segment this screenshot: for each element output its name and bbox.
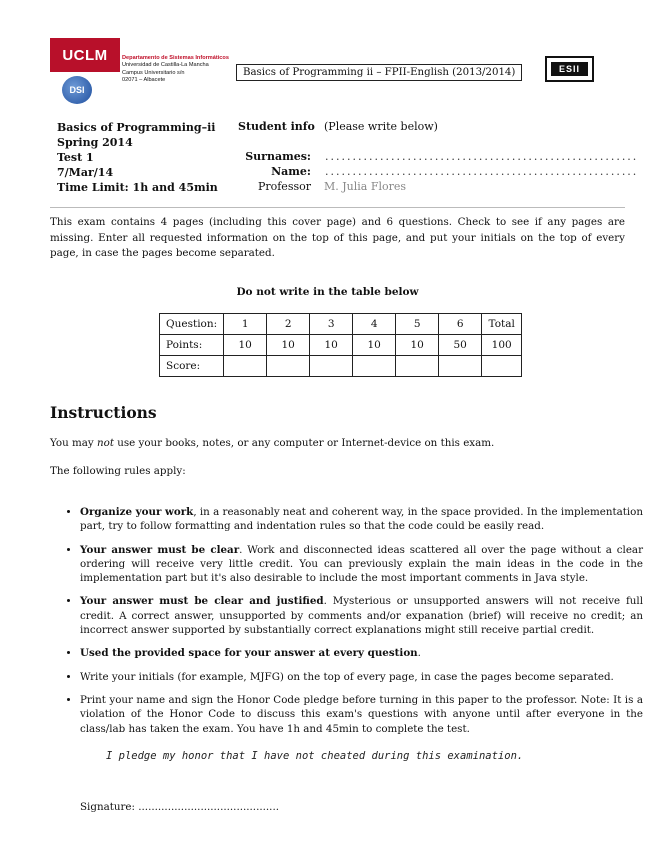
list-item [80, 505, 643, 534]
rule-text: . Mysterious or unsupported answers will not receive full credit. A correct answer, unsupported by comments and/or expanation (brief) will receive no credit; an incorrect answer supported by substantially correct explanations might still receive partial credit. [80, 595, 643, 637]
course-title-box: Basics of Programming ii – FPII-English (2013/2014) [236, 64, 522, 81]
exam-date: 7/Mar/14 [57, 166, 114, 179]
signature-label: Signature: [80, 801, 135, 813]
points-cell: 10 [396, 335, 439, 356]
list-item [80, 543, 643, 586]
surnames-label: Surnames: [245, 150, 311, 163]
signature-dots: ........................................... [138, 801, 279, 813]
rule-text: Write your initials (for example, MJFG) on the top of every page, in case the pages become separated. [80, 670, 614, 683]
student-info-note: (Please write below) [324, 120, 438, 133]
school-logo [545, 56, 594, 82]
rules-list [62, 505, 643, 745]
rule-bold: Organize your work [80, 506, 194, 518]
score-cell[interactable] [353, 356, 396, 377]
school-logo-text: ESII [551, 62, 588, 76]
points-cell: 10 [310, 335, 353, 356]
list-item [80, 670, 643, 684]
list-item [80, 594, 643, 637]
points-cell: 10 [224, 335, 267, 356]
score-cell[interactable] [482, 356, 522, 377]
rule-bold: Your answer must be clear and justified [80, 595, 324, 608]
instructions-heading: Instructions [50, 403, 157, 422]
exam-info [57, 120, 218, 195]
dept-line: 02071 – Albacete [122, 77, 166, 84]
name-label: Name: [271, 165, 311, 178]
row-label: Points: [160, 335, 224, 356]
table-title: Do not write in the table below [236, 286, 419, 298]
table-row [160, 314, 522, 335]
row-label: Question: [160, 314, 224, 335]
rule-text: . Work and disconnected ideas scattered all over the page without a clear ordering will receive very little credit. You can previously explain the main ideas in the code in the implementation part but it's also desirable to include the most important comments in Java style. [80, 543, 643, 585]
rule-text: Print your name and sign the Honor Code pledge before turning in this paper to the professor. Note: It is a violation of the Honor Code to discuss this exam's questions with anyone until after everyone in the class/lab has taken the exam. You have 1h and 45min to complete the test. [80, 693, 643, 735]
question-cell: 2 [267, 314, 310, 335]
question-cell: Total [482, 314, 522, 335]
question-cell: 5 [396, 314, 439, 335]
divider [50, 207, 625, 208]
dept-line: Campus Universitario s/n [122, 69, 185, 76]
honor-pledge: I pledge my honor that I have not cheated during this examination. [106, 750, 524, 762]
surnames-field[interactable]: ......................................................... [325, 150, 639, 163]
emphasis: not [97, 437, 114, 449]
student-info-label: Student info [238, 120, 315, 133]
rule-bold: Used the provided space for your answer at every question [80, 647, 418, 660]
rule-text: , in a reasonably neat and coherent way, in the space provided. In the implementation part, try to follow formatting and indentation rules so that the code could be easily read. [80, 506, 643, 533]
score-table [159, 313, 522, 377]
rule-bold: Your answer must be clear [80, 543, 240, 556]
uclm-logo: UCLM [50, 38, 120, 72]
score-cell[interactable] [439, 356, 482, 377]
list-item [80, 693, 643, 736]
table-row [160, 335, 522, 356]
score-cell[interactable] [267, 356, 310, 377]
rules-intro: The following rules apply: [50, 465, 186, 477]
dept-line: Universidad de Castilla-La Mancha [122, 62, 209, 69]
points-cell: 50 [439, 335, 482, 356]
text-part: You may [50, 437, 97, 449]
table-row [160, 356, 522, 377]
question-cell: 4 [353, 314, 396, 335]
course-name: Basics of Programming–ii [57, 121, 216, 134]
professor-name: M. Julia Flores [324, 180, 407, 193]
score-cell[interactable] [310, 356, 353, 377]
points-cell: 10 [353, 335, 396, 356]
points-cell: 100 [482, 335, 522, 356]
professor-label: Professor [257, 180, 311, 193]
score-cell[interactable] [396, 356, 439, 377]
list-item [80, 646, 643, 660]
dept-line: Departamento de Sistemas Informáticos [122, 55, 229, 61]
question-cell: 6 [439, 314, 482, 335]
intro-paragraph: This exam contains 4 pages (including this cover page) and 6 questions. Check to see if any pages are missing. Enter all requested information on the top of this page, and put your initials on the top of every page, in case the pages become separated. [50, 216, 625, 259]
rule-text: . [417, 647, 421, 660]
time-limit: Time Limit: 1h and 45min [57, 181, 218, 194]
dsi-logo: DSI [62, 76, 92, 104]
term: Spring 2014 [57, 136, 133, 149]
question-cell: 3 [310, 314, 353, 335]
text-part: use your books, notes, or any computer or Internet-device on this exam. [113, 437, 495, 449]
test-number: Test 1 [57, 151, 94, 164]
no-books-paragraph [50, 436, 494, 450]
row-label: Score: [160, 356, 224, 377]
department-address [122, 55, 229, 85]
question-cell: 1 [224, 314, 267, 335]
name-field[interactable]: ......................................................... [325, 165, 639, 178]
points-cell: 10 [267, 335, 310, 356]
signature-line[interactable] [80, 801, 279, 813]
score-cell[interactable] [224, 356, 267, 377]
